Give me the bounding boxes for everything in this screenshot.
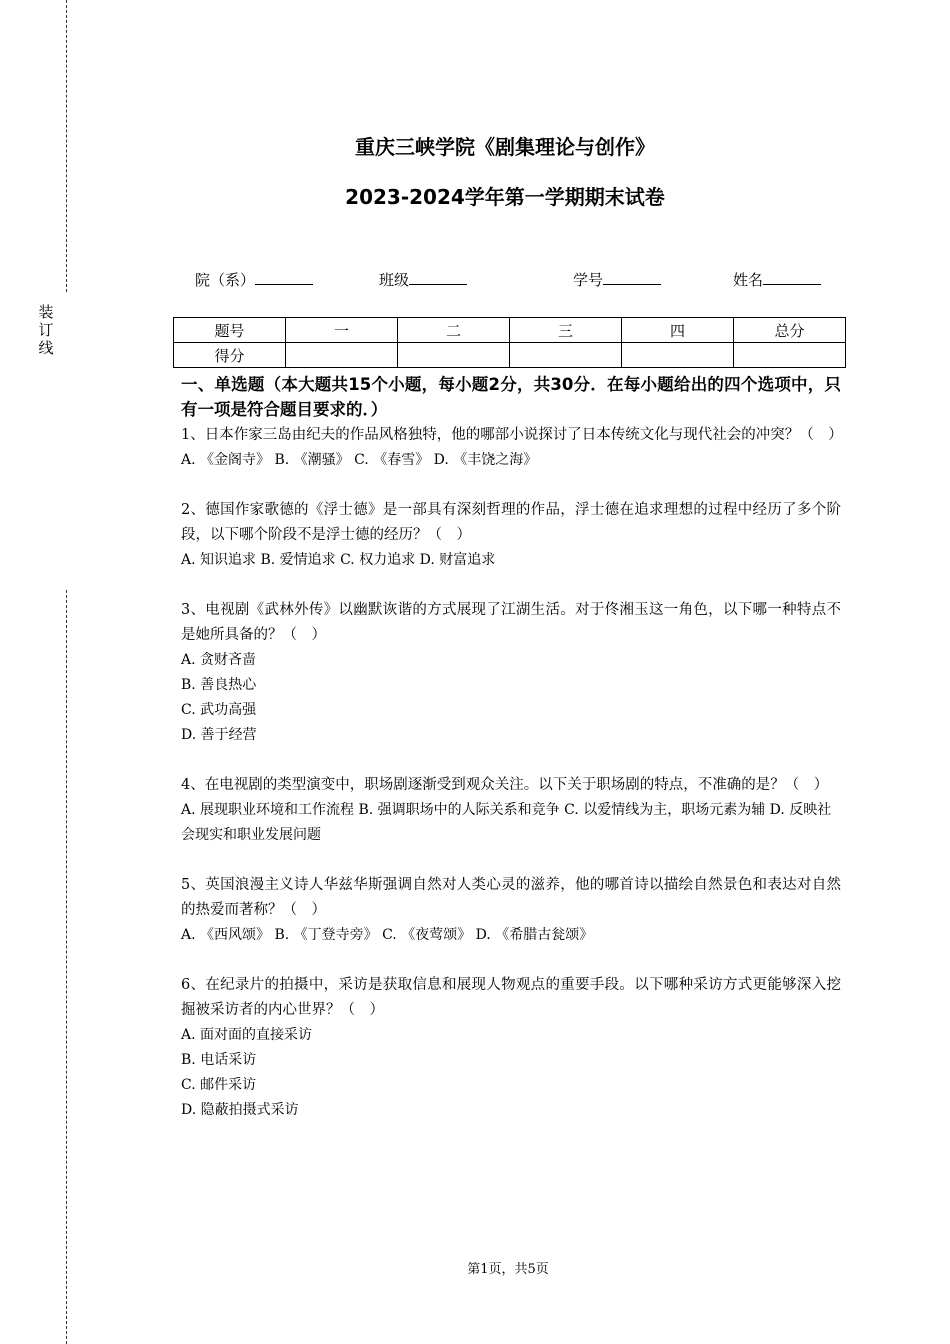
option-b: B. 善良热心 — [181, 677, 257, 693]
option-d: D. 善于经营 — [181, 727, 257, 743]
score-table-cell: 一 — [286, 318, 398, 343]
section-heading: 一、单选题（本大题共15个小题，每小题2分，共30分．在每小题给出的四个选项中，只有一项是符合题目要求的．） — [181, 375, 841, 419]
score-table-cell: 得分 — [174, 343, 286, 368]
question-stem: 5、英国浪漫主义诗人华兹华斯强调自然对人类心灵的滋养，他的哪首诗以描绘自然景色和表达对自然的热爱而著称？（ ） — [181, 877, 841, 918]
score-table-cell: 三 — [510, 318, 622, 343]
exam-content — [181, 372, 841, 1148]
score-table-cell: 四 — [622, 318, 734, 343]
option-d: D. 隐蔽拍摄式采访 — [181, 1102, 299, 1118]
student-info-row — [0, 268, 950, 292]
question-options: A. 《金阁寺》 B. 《潮骚》 C. 《春雪》 D. 《丰饶之海》 — [181, 452, 538, 468]
score-input-cell[interactable] — [286, 343, 398, 368]
option-c: C. 邮件采访 — [181, 1077, 257, 1093]
question-stem: 3、电视剧《武林外传》以幽默诙谐的方式展现了江湖生活。对于佟湘玉这一角色，以下哪一种特点不是她所具备的？（ ） — [181, 602, 841, 643]
info-blank[interactable] — [763, 268, 821, 285]
question-stem: 2、德国作家歌德的《浮士德》是一部具有深刻哲理的作品，浮士德在追求理想的过程中经历了多个阶段，以下哪个阶段不是浮士德的经历？（ ） — [181, 502, 841, 543]
option-b: B. 电话采访 — [181, 1052, 257, 1068]
info-label: 院（系） — [195, 271, 256, 289]
question-5 — [181, 873, 841, 948]
score-table — [173, 317, 846, 368]
info-field-student-id[interactable] — [573, 268, 661, 290]
score-input-cell[interactable] — [622, 343, 734, 368]
info-blank[interactable] — [409, 268, 467, 285]
info-label: 姓名 — [733, 271, 764, 289]
score-table-score-row — [174, 343, 846, 368]
info-label: 学号 — [573, 271, 604, 289]
question-stem: 4、在电视剧的类型演变中，职场剧逐渐受到观众关注。以下关于职场剧的特点，不准确的是？（ ） — [181, 777, 829, 793]
info-blank[interactable] — [603, 268, 661, 285]
score-table-cell: 二 — [398, 318, 510, 343]
score-table-header-row — [174, 318, 846, 343]
question-options: A. 展现职业环境和工作流程 B. 强调职场中的人际关系和竞争 C. 以爱情线为主，职场元素为辅 D. 反映社会现实和职业发展问题 — [181, 802, 832, 843]
question-3 — [181, 598, 841, 748]
exam-title-line1: 重庆三峡学院《剧集理论与创作》 — [355, 135, 655, 159]
info-field-name[interactable] — [733, 268, 821, 290]
question-stem: 6、在纪录片的拍摄中，采访是获取信息和展现人物观点的重要手段。以下哪种采访方式更能够深入挖掘被采访者的内心世界？（ ） — [181, 977, 841, 1018]
info-field-class[interactable] — [379, 268, 467, 290]
info-field-department[interactable] — [195, 268, 313, 290]
binding-line-bottom — [66, 590, 67, 1344]
exam-title-line2: 2023-2024学年第一学期期末试卷 — [345, 185, 665, 209]
option-a: A. 贪财吝啬 — [181, 652, 257, 668]
question-4 — [181, 773, 841, 848]
question-options: A. 知识追求 B. 爱情追求 C. 权力追求 D. 财富追求 — [181, 552, 496, 568]
page-footer: 第1页，共5页 — [467, 1262, 549, 1277]
score-input-cell[interactable] — [510, 343, 622, 368]
score-table-cell: 题号 — [174, 318, 286, 343]
option-c: C. 武功高强 — [181, 702, 257, 718]
score-input-cell[interactable] — [398, 343, 510, 368]
binding-label: 装订线 — [38, 303, 54, 357]
question-6 — [181, 973, 841, 1123]
score-input-cell[interactable] — [734, 343, 846, 368]
question-2 — [181, 498, 841, 573]
question-1 — [181, 423, 841, 473]
info-label: 班级 — [379, 271, 410, 289]
info-blank[interactable] — [255, 268, 313, 285]
question-options: A. 《西风颂》 B. 《丁登寺旁》 C. 《夜莺颂》 D. 《希腊古瓮颂》 — [181, 927, 594, 943]
score-table-cell: 总分 — [734, 318, 846, 343]
question-stem: 1、日本作家三岛由纪夫的作品风格独特，他的哪部小说探讨了日本传统文化与现代社会的冲突？（ ） — [181, 427, 843, 443]
option-a: A. 面对面的直接采访 — [181, 1027, 313, 1043]
